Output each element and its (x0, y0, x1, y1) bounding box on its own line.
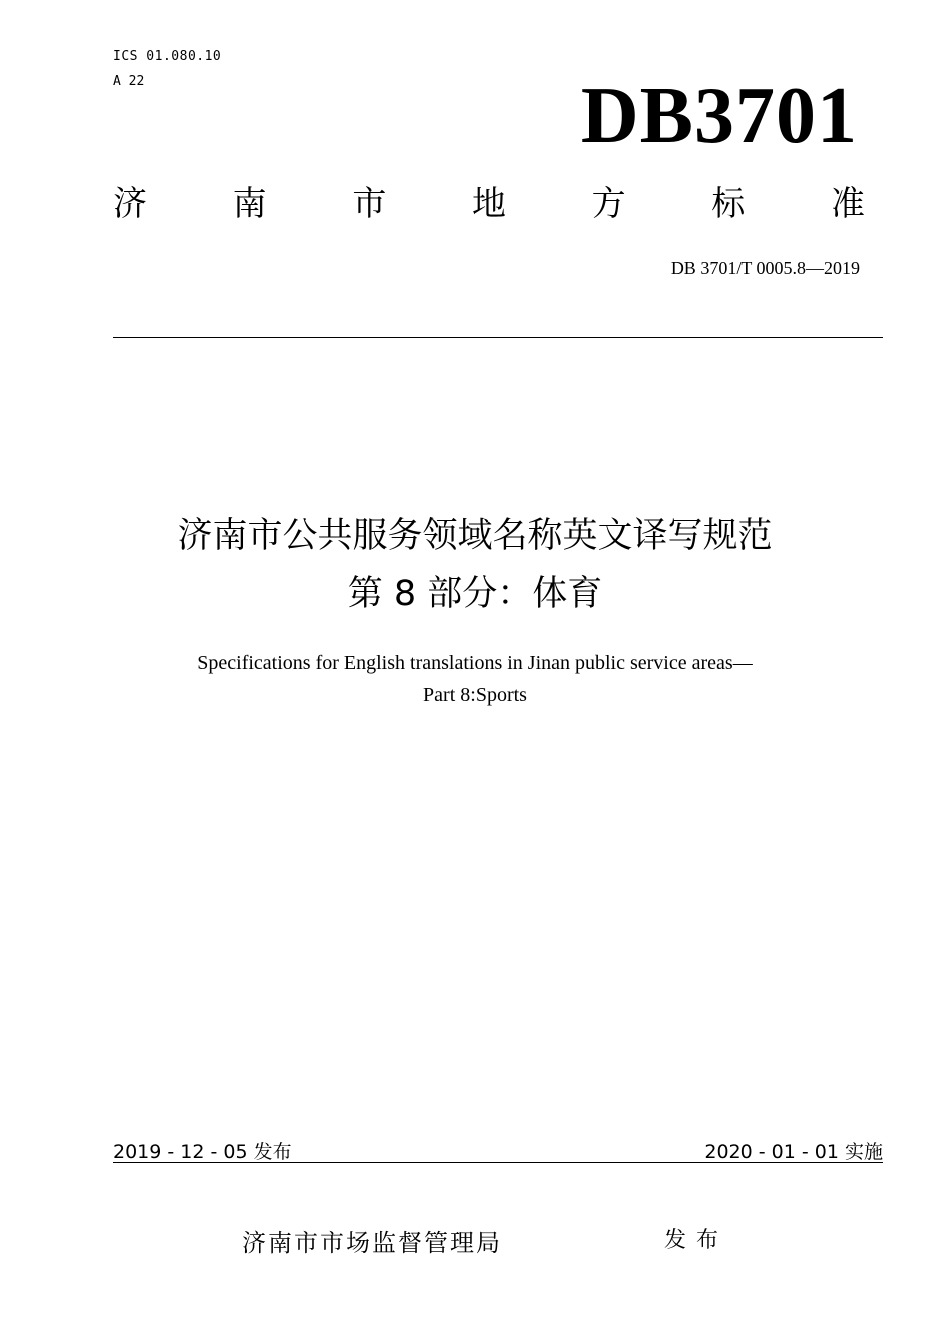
standard-type-char: 南 (232, 184, 267, 224)
title-english-line1: Specifications for English translations in Jinan public service areas— (197, 652, 753, 674)
standard-type (113, 184, 865, 225)
issue-date: 2019 - 12 - 05 发布 (113, 1141, 292, 1163)
issuer-name: 济南市市场监督管理局 (242, 1229, 502, 1257)
ics-code: ICS 01.080.10 (113, 49, 222, 64)
bottom-divider (113, 1162, 883, 1163)
standard-logo: DB3701 (580, 72, 858, 160)
implementation-date: 2020 - 01 - 01 实施 (704, 1141, 883, 1163)
title-chinese-part: 第 8 部分：体育 (347, 574, 603, 614)
standard-type-char: 地 (471, 184, 506, 224)
standard-type-char: 市 (352, 184, 387, 224)
standard-code: DB 3701/T 0005.8—2019 (670, 258, 860, 278)
standard-type-char: 济 (113, 184, 147, 224)
top-divider (113, 337, 883, 338)
standard-type-char: 方 (591, 184, 626, 224)
classification-code: A 22 (113, 74, 145, 89)
standard-type-char: 准 (830, 184, 865, 224)
standard-type-char: 标 (711, 184, 746, 224)
title-chinese-main: 济南市公共服务领域名称英文译写规范 (177, 516, 773, 556)
issuer-action: 发布 (664, 1228, 729, 1253)
title-english-line2: Part 8:Sports (423, 684, 527, 706)
